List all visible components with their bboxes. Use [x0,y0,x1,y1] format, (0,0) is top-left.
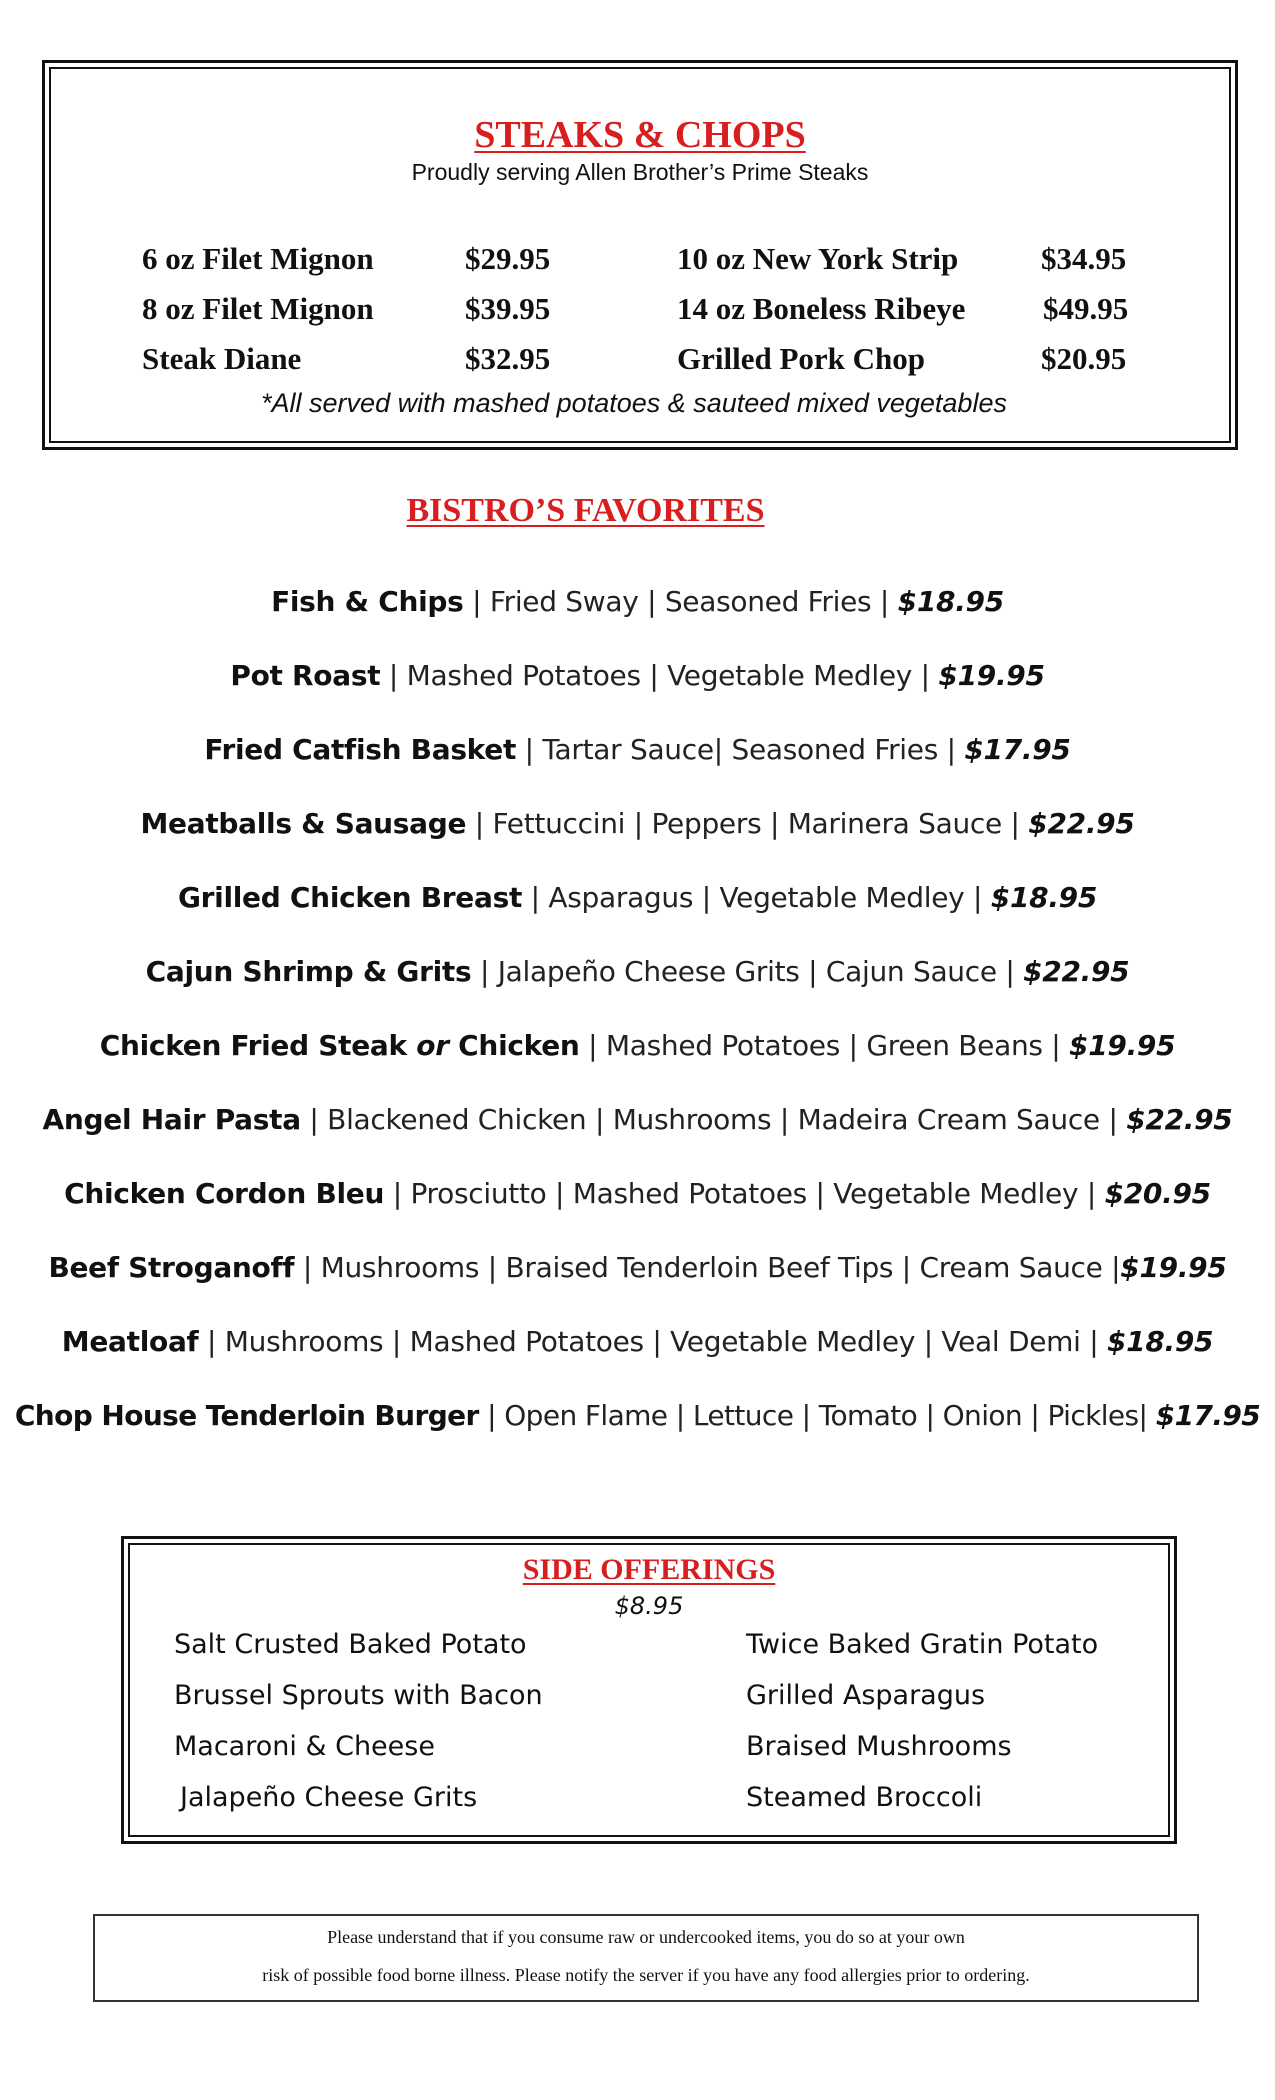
disclaimer-line-2: risk of possible food borne illness. Please notify the server if you have any food allergies prior to ordering. [262,1965,1030,1985]
favorite-row-5: Grilled Chicken Breast | Asparagus | Vegetable Medley | $18.95 [177,881,1098,914]
steak-price-5: $49.95 [1043,291,1129,326]
disclaimer-box [93,1914,1199,2002]
steak-price-3: $32.95 [465,341,551,376]
favorite-row-6: Cajun Shrimp & Grits | Jalapeño Cheese Grits | Cajun Sauce | $22.95 [145,955,1130,988]
steak-price-2: $39.95 [465,291,551,326]
favorite-row-4: Meatballs & Sausage | Fettuccini | Peppers | Marinera Sauce | $22.95 [140,807,1135,840]
favorite-row-11: Meatloaf | Mushrooms | Mashed Potatoes | Vegetable Medley | Veal Demi | $18.95 [61,1325,1214,1358]
sides-section [121,1536,1177,1844]
steaks-title: STEAKS & CHOPS [474,114,806,156]
favorite-row-8: Angel Hair Pasta | Blackened Chicken | Mushrooms | Madeira Cream Sauce | $22.95 [42,1103,1233,1136]
side-item-left-1: Salt Crusted Baked Potato [174,1629,527,1660]
side-item-left-4: Jalapeño Cheese Grits [180,1782,478,1813]
side-item-right-1: Twice Baked Gratin Potato [746,1629,1099,1660]
favorites-title: BISTRO’S FAVORITES [406,492,765,529]
side-item-right-4: Steamed Broccoli [746,1782,983,1813]
sides-price: $8.95 [614,1592,684,1620]
favorite-row-10: Beef Stroganoff | Mushrooms | Braised Tenderloin Beef Tips | Cream Sauce |$19.95 [48,1251,1227,1284]
steak-name-5: 14 oz Boneless Ribeye [677,291,966,326]
favorite-row-1: Fish & Chips | Fried Sway | Seasoned Fries | $18.95 [271,585,1004,618]
steak-name-4: 10 oz New York Strip [677,241,959,276]
sides-title: SIDE OFFERINGS [522,1553,776,1586]
steak-name-3: Steak Diane [142,341,302,376]
favorite-row-12: Chop House Tenderloin Burger | Open Flame | Lettuce | Tomato | Onion | Pickles| $17.95 [14,1399,1261,1432]
steak-price-4: $34.95 [1041,241,1127,276]
favorite-row-9: Chicken Cordon Bleu | Prosciutto | Mashed Potatoes | Vegetable Medley | $20.95 [64,1177,1211,1210]
steaks-note: *All served with mashed potatoes & sauteed mixed vegetables [261,388,1007,418]
steaks-section [42,60,1238,450]
side-item-right-2: Grilled Asparagus [746,1680,986,1711]
steak-name-2: 8 oz Filet Mignon [142,291,374,326]
favorite-row-7: Chicken Fried Steak or Chicken | Mashed Potatoes | Green Beans | $19.95 [99,1029,1176,1062]
steaks-subtitle: Proudly serving Allen Brother’s Prime Steaks [411,159,869,185]
steak-name-1: 6 oz Filet Mignon [142,241,374,276]
steak-price-6: $20.95 [1041,341,1127,376]
side-item-right-3: Braised Mushrooms [746,1731,1012,1762]
side-item-left-3: Macaroni & Cheese [174,1731,435,1762]
steak-price-1: $29.95 [465,241,551,276]
steak-name-6: Grilled Pork Chop [677,341,926,376]
disclaimer-line-1: Please understand that if you consume raw or undercooked items, you do so at your own [327,1927,965,1947]
favorite-row-3: Fried Catfish Basket | Tartar Sauce| Seasoned Fries | $17.95 [204,733,1071,766]
favorite-row-2: Pot Roast | Mashed Potatoes | Vegetable Medley | $19.95 [230,659,1045,692]
side-item-left-2: Brussel Sprouts with Bacon [174,1680,543,1711]
